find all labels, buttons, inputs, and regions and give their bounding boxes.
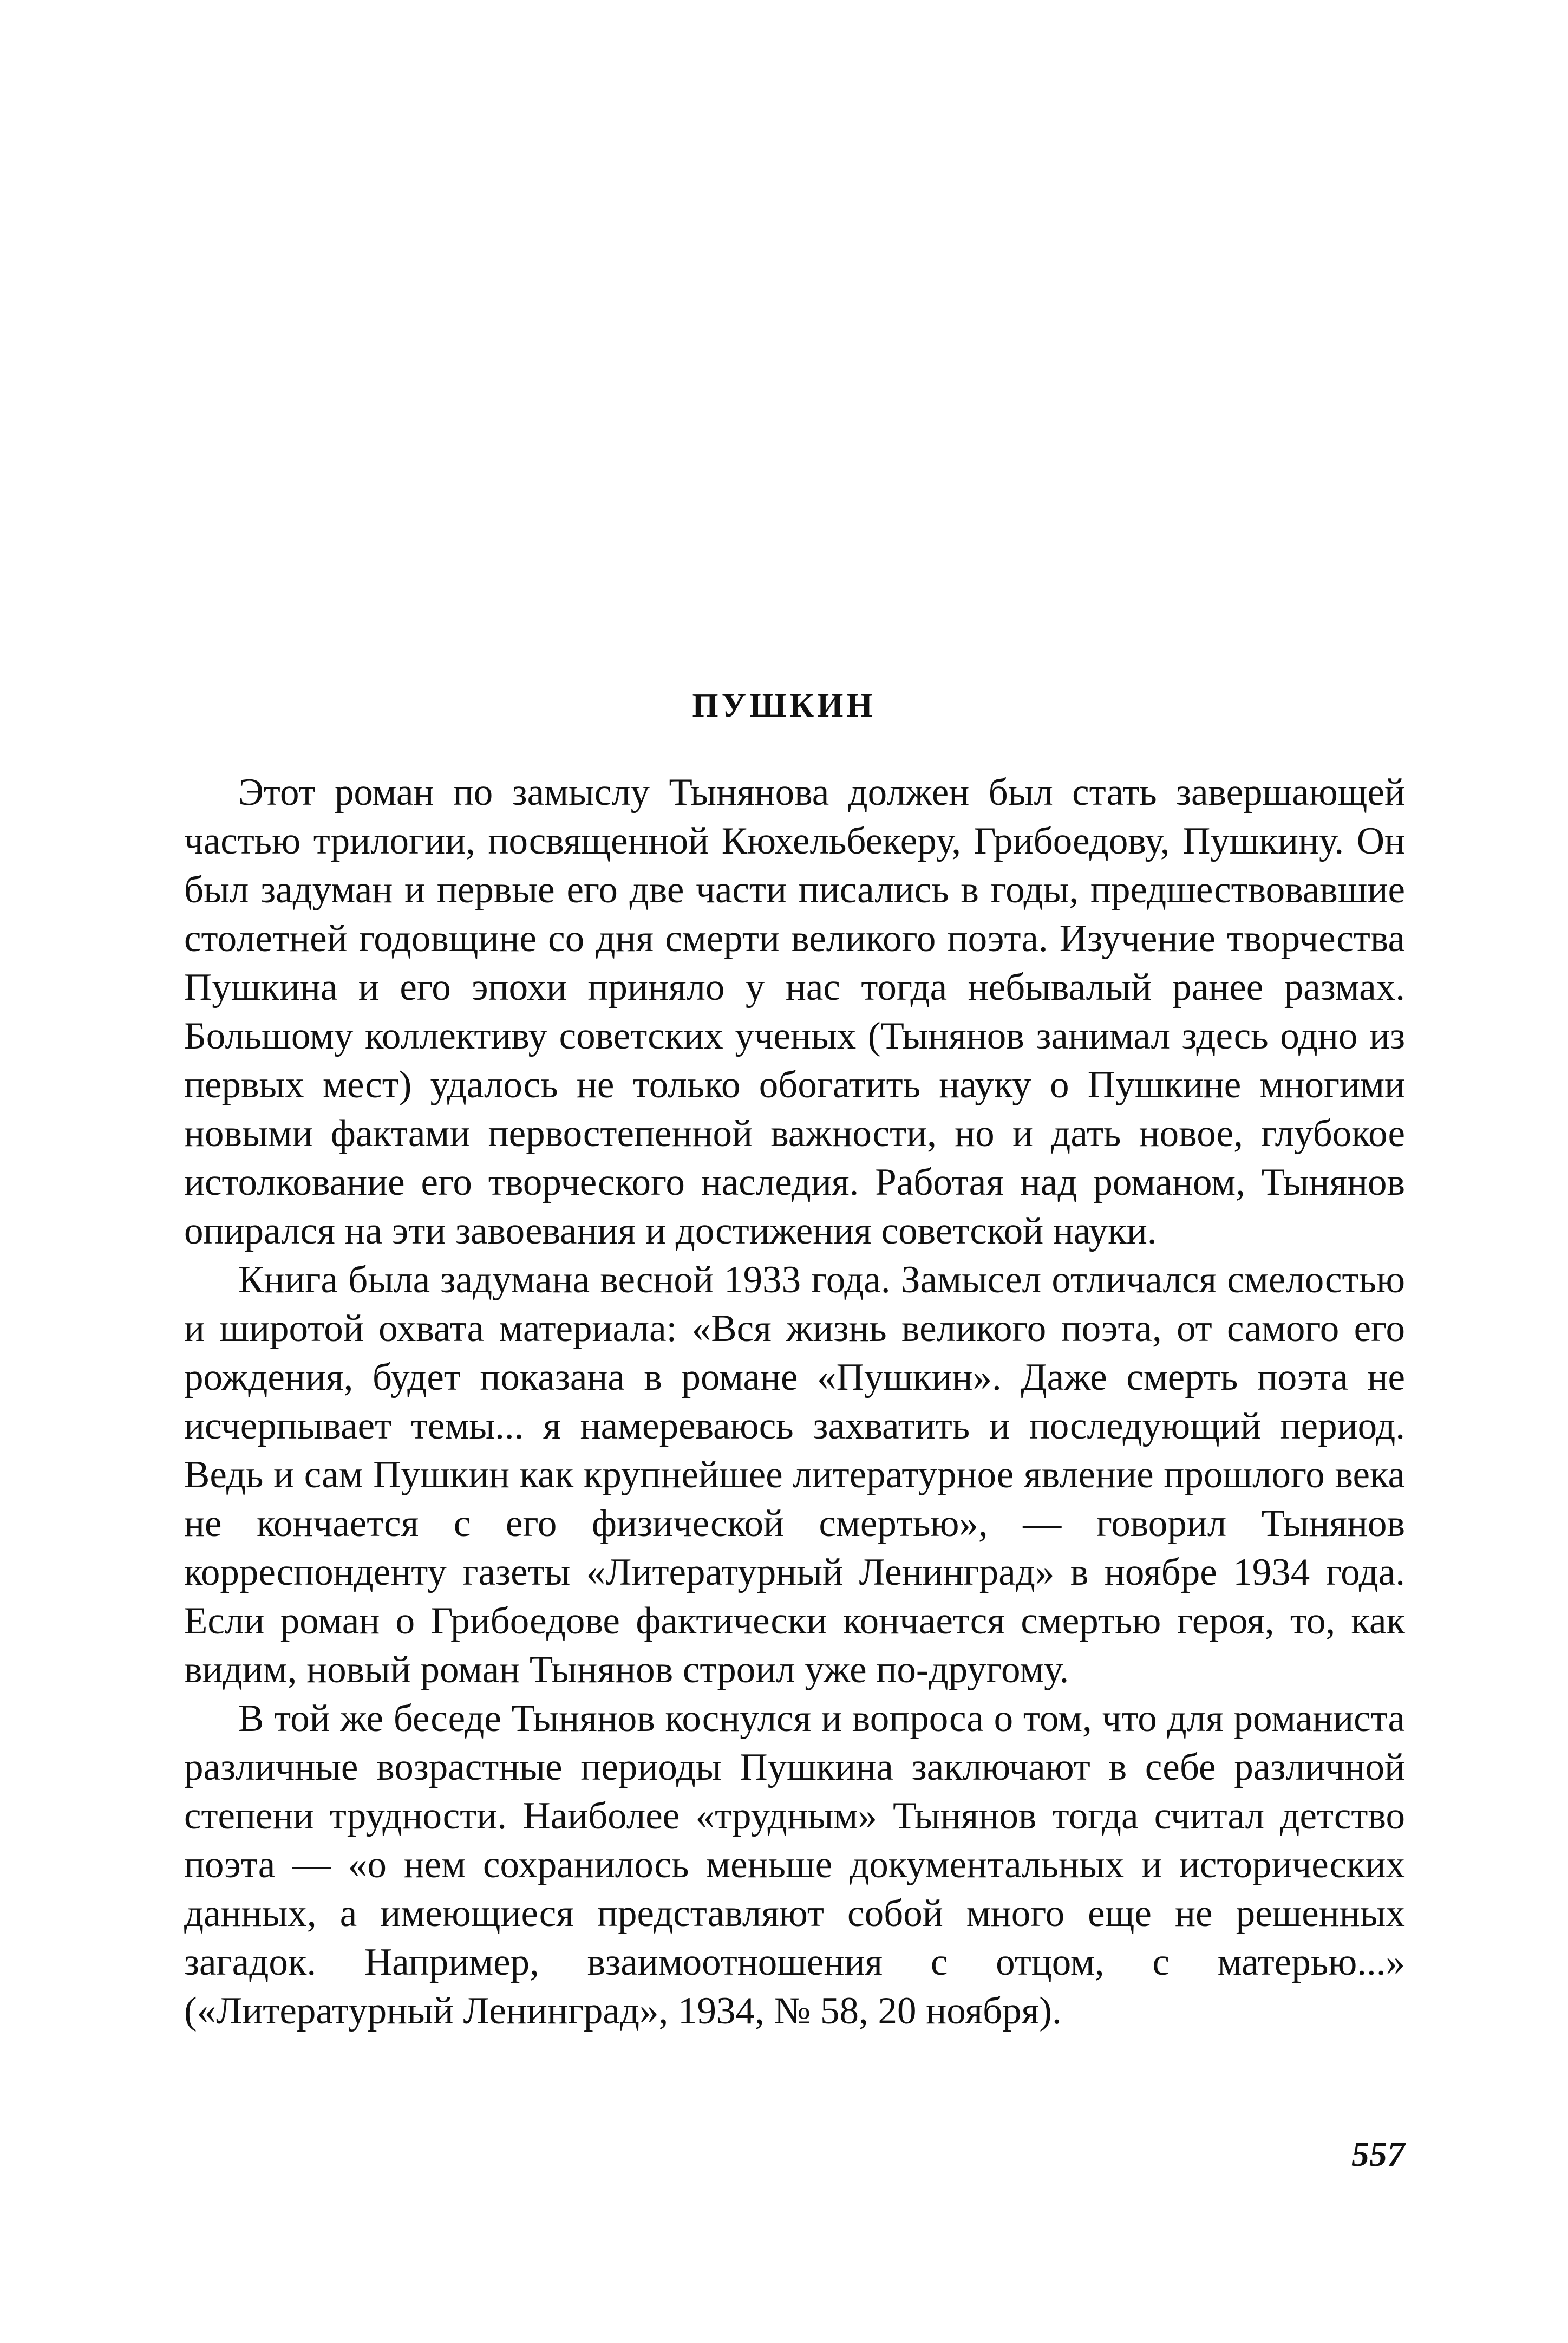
paragraph-1: Этот роман по замыслу Тынянова должен был стать завершающей частью трилогии, посвященной Кюхельбекеру, Грибоедову, Пушкину. Он был задуман и первые его две части писались в годы, предшествовавшие столетней годовщине со дня смерти великого поэта. Изучение творчества Пушкина и его эпохи приняло у нас тогда небывалый ранее размах. Большому коллективу советских ученых (Тынянов занимал здесь одно из первых мест) удалось не только обогатить науку о Пушкине многими новыми фактами первостепенной важности, но и дать новое, глубокое истолкование его творческого наследия. Работая над романом, Тынянов опирался на эти завоевания и достижения советской науки. bbox=[184, 771, 1405, 1252]
paragraph-3: В той же беседе Тынянов коснулся и вопроса о том, что для романиста различные возрастные периоды Пушкина заключают в себе различной степени трудности. Наиболее «трудным» Тынянов тогда считал детство поэта — «о нем сохранилось меньше документальных и исторических данных, а имеющиеся представляют собой много еще не решенных загадок. Например, взаимоотношения с отцом, с матерью...» («Литературный Ленинград», 1934, № 58, 20 ноября). bbox=[184, 1697, 1405, 2032]
page-number: 557 bbox=[1351, 2134, 1405, 2174]
body-text bbox=[184, 768, 1405, 2035]
chapter-title: ПУШКИН bbox=[692, 687, 876, 724]
paragraph-2: Книга была задумана весной 1933 года. Замысел отличался смелостью и широтой охвата материала: «Вся жизнь великого поэта, от самого его рождения, будет показана в романе «Пушкин». Даже смерть поэта не исчерпывает темы... я намереваюсь захватить и последующий период. Ведь и сам Пушкин как крупнейшее литературное явление прошлого века не кончается с его физической смертью», — говорил Тынянов корреспонденту газеты «Литературный Ленинград» в ноябре 1934 года. Если роман о Грибоедове фактически кончается смертью героя, то, как видим, новый роман Тынянов строил уже по-другому. bbox=[184, 1259, 1405, 1691]
